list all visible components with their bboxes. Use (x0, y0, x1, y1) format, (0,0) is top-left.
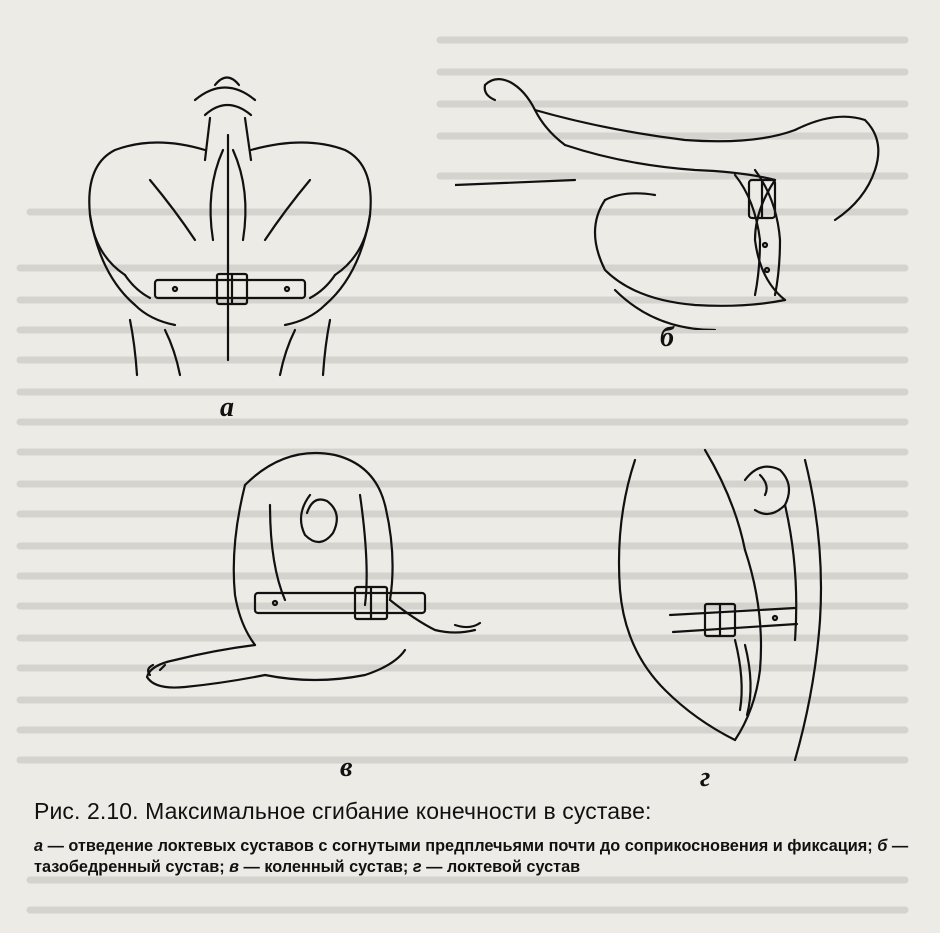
hip-flexion-belt-illustration (455, 30, 905, 330)
caption-letter-d: г (412, 858, 422, 876)
back-elbow-belt-illustration (55, 40, 405, 380)
caption-text-a: — отведение локтевых суставов с согнутыми предплечьями почти до соприкосновения и фиксация; (43, 837, 878, 855)
figure-d (595, 440, 845, 770)
figure-caption (34, 796, 914, 878)
caption-title: Рис. 2.10. Максимальное сгибание конечности в суставе: (34, 798, 652, 824)
figure-c (135, 425, 495, 745)
knee-flexion-belt-illustration (135, 425, 495, 745)
caption-body (34, 836, 914, 878)
figure-label-c: в (340, 752, 353, 783)
caption-letter-a: а (34, 837, 44, 855)
caption-text-c: — коленный сустав; (239, 858, 413, 876)
caption-letter-b: б (877, 837, 888, 855)
caption-text-d: — локтевой сустав (421, 858, 581, 876)
figure-b (455, 30, 905, 330)
caption-letter-c: в (229, 858, 239, 876)
figure-a (55, 40, 405, 380)
figure-label-d: г (700, 762, 711, 793)
elbow-flexion-belt-illustration (595, 440, 845, 770)
caption-text-b: — тазобедренный сустав; (34, 837, 909, 876)
figure-label-b: б (660, 322, 674, 353)
figure-label-a: а (220, 392, 234, 423)
